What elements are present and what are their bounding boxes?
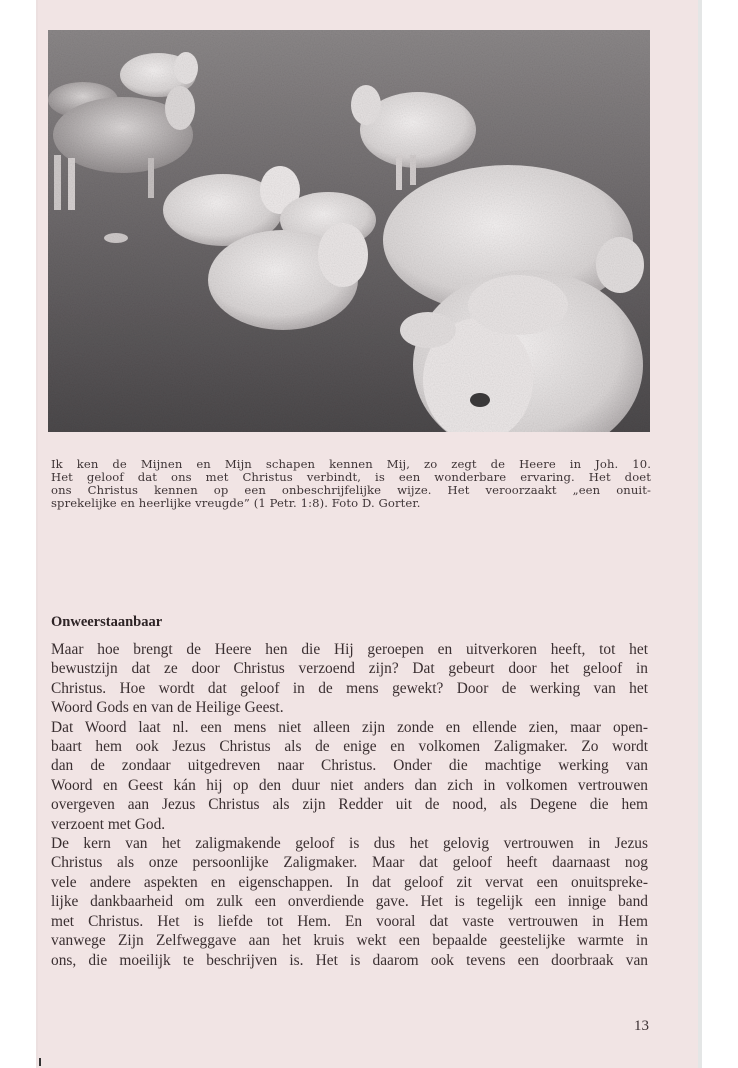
- body-line: dan de zondaar uitgedreven naar Christus. Onder die machtige werking van: [51, 757, 648, 775]
- body-line: Maar hoe brengt de Heere hen die Hij geroepen en uitverkoren heeft, tot het: [51, 641, 648, 658]
- body-line: Woord en Geest kán hij op den duur niet anders dan zich in volkomen vertrouwen: [51, 776, 648, 794]
- body-line: Woord Gods en van de Heilige Geest.: [51, 699, 284, 717]
- section-heading: Onweerstaanbaar: [51, 614, 163, 630]
- body-line: met Christus. Het is liefde tot Hem. En vooral dat vaste vertrouwen in Hem: [51, 912, 648, 930]
- body-line: Dat Woord laat nl. een mens niet alleen zijn zonde en ellende zien, maar open-: [51, 718, 648, 736]
- photo-caption: [51, 458, 651, 510]
- body-line: bewustzijn dat ze door Christus verzoend zijn? Dat gebeurt door het geloof in: [51, 660, 648, 678]
- body-line: baart hem ook Jezus Christus als de enige en volkomen Zaligmaker. Zo wordt: [51, 738, 648, 756]
- body-line: De kern van het zaligmakende geloof is dus het gelovig vertrouwen in Jezus: [51, 835, 648, 853]
- body-line: Christus als onze persoonlijke Zaligmaker. Maar dat geloof heeft daarnaast nog: [51, 854, 648, 872]
- body-text: [51, 640, 648, 970]
- body-line: verzoent met God.: [51, 815, 166, 833]
- body-line: vele andere aspekten en eigenschappen. In dat geloof zit vervat een onuitspreke-: [51, 873, 648, 891]
- caption-line: sprekelijke en heerlijke vreugde” (1 Petr. 1:8). Foto D. Gorter.: [51, 496, 421, 510]
- body-line: vanwege Zijn Zelfweggave aan het kruis wekt een bepaalde geestelijke warmte in: [51, 932, 648, 950]
- body-line: Christus. Hoe wordt dat geloof in de mens gewekt? Door de werking van het: [51, 679, 648, 697]
- caption-line: ons Christus kennen op een onbeschrijfelijke wijze. Het veroorzaakt „een onuit-: [51, 483, 651, 497]
- body-line: ons, die moeilijk te beschrijven is. Het is daarom ook tevens een doorbraak van: [51, 951, 648, 969]
- page-number: 13: [634, 1018, 649, 1034]
- book-page: [36, 0, 702, 1068]
- body-line: lijke dankbaarheid om zulk een onverdiende gave. Het is tegelijk een innige band: [51, 893, 648, 911]
- body-line: overgeven aan Jezus Christus als zijn Redder uit de nood, als Degene die hem: [51, 796, 648, 814]
- scan-mark: [39, 1058, 41, 1066]
- caption-line: Ik ken de Mijnen en Mijn schapen kennen Mij, zo zegt de Heere in Joh. 10.: [51, 457, 651, 471]
- caption-line: Het geloof dat ons met Christus verbindt, is een wonderbare ervaring. Het doet: [51, 470, 651, 484]
- sheep-photo-illustration: [48, 30, 650, 432]
- sheep-photo: [48, 30, 650, 432]
